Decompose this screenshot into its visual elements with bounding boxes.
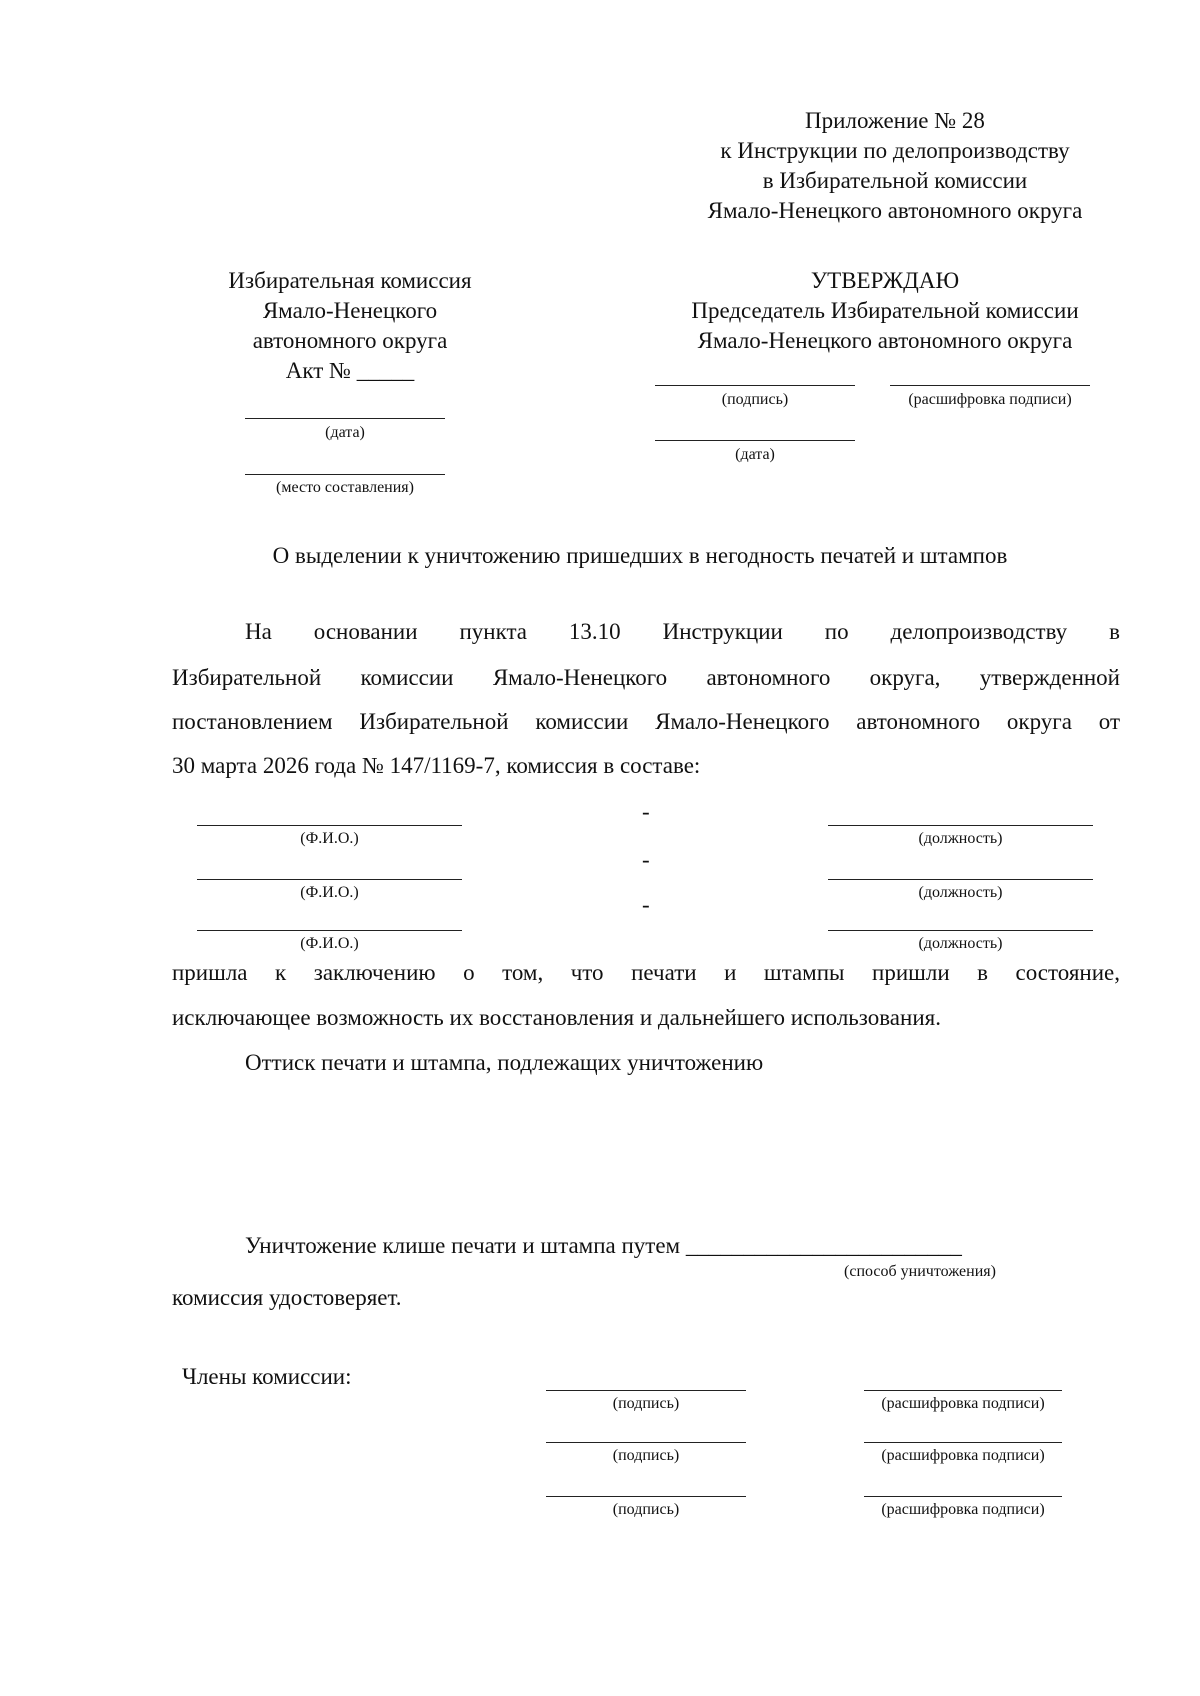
basis-line-1 — [245, 610, 1120, 654]
member-position-line — [828, 879, 1093, 880]
member-position-caption: (должность) — [918, 830, 1003, 847]
commission-header — [180, 266, 520, 386]
member-decoding-line — [864, 1442, 1062, 1443]
commission-name-line: Избирательная комиссия — [228, 268, 472, 293]
member-position-caption: (должность) — [918, 884, 1003, 901]
member-signature-caption: (подпись) — [612, 1501, 680, 1518]
member-decoding-caption: (расшифровка подписи) — [881, 1395, 1045, 1412]
act-date-caption: (дата) — [325, 424, 365, 441]
act-place-caption: (место составления) — [276, 479, 414, 496]
destruction-confirm: комиссия удостоверяет. — [172, 1285, 402, 1310]
basis-word: 13.10 — [568, 619, 621, 644]
appendix-line: Ямало-Ненецкого автономного округа — [707, 198, 1083, 223]
member-decoding-caption: (расшифровка подписи) — [881, 1501, 1045, 1518]
appendix-line: в Избирательной комиссии — [762, 168, 1028, 193]
document-title: О выделении к уничтожению пришедших в негодность печатей и штампов — [272, 543, 1008, 568]
basis-line-2: Избирательной комиссии Ямало-Ненецкого автономного округа, утвержденной — [172, 665, 1120, 690]
member-dash: - — [642, 892, 650, 917]
commission-members-label: Члены комиссии: — [182, 1364, 352, 1389]
destruction-line: Уничтожение клише печати и штампа путем ________________________ — [245, 1233, 962, 1258]
member-position-line — [828, 930, 1093, 931]
member-decoding-line — [864, 1390, 1062, 1391]
basis-word: На — [245, 619, 272, 644]
destruction-method-caption: (способ уничтожения) — [844, 1263, 996, 1280]
chair-signature-line — [655, 385, 855, 386]
member-fio-caption: (Ф.И.О.) — [300, 884, 359, 901]
approval-block — [640, 266, 1130, 356]
member-signature-line — [546, 1390, 746, 1391]
act-place-line — [245, 474, 445, 475]
member-dash: - — [642, 799, 650, 824]
appendix-number: Приложение № 28 — [805, 108, 985, 133]
conclusion-line-1: пришла к заключению о том, что печати и штампы пришли в состояние, — [172, 960, 1120, 985]
member-dash: - — [642, 847, 650, 872]
commission-name-line: Ямало-Ненецкого — [262, 298, 438, 323]
basis-line-3: постановлением Избирательной комиссии Ямало-Ненецкого автономного округа от — [172, 709, 1120, 734]
basis-word: Инструкции — [662, 619, 783, 644]
member-fio-caption: (Ф.И.О.) — [300, 935, 359, 952]
member-fio-line — [197, 825, 462, 826]
basis-word: в — [1109, 619, 1120, 644]
member-signature-line — [546, 1496, 746, 1497]
basis-word: пункта — [459, 619, 527, 644]
act-date-line — [245, 418, 445, 419]
member-fio-line — [197, 930, 462, 931]
member-fio-caption: (Ф.И.О.) — [300, 830, 359, 847]
approval-position: Председатель Избирательной комиссии — [691, 298, 1079, 323]
member-decoding-line — [864, 1496, 1062, 1497]
chair-decoding-line — [890, 385, 1090, 386]
chair-decoding-caption: (расшифровка подписи) — [908, 391, 1072, 408]
appendix-block — [660, 106, 1130, 226]
basis-line-4: 30 марта 2026 года № 147/1169-7, комиссия в составе: — [172, 753, 701, 778]
basis-word: делопроизводству — [890, 619, 1068, 644]
commission-name-line: автономного округа — [252, 328, 448, 353]
act-number: Акт № _____ — [285, 358, 415, 383]
chair-signature-caption: (подпись) — [721, 391, 789, 408]
approval-position: Ямало-Ненецкого автономного округа — [697, 328, 1073, 353]
member-position-line — [828, 825, 1093, 826]
member-position-caption: (должность) — [918, 935, 1003, 952]
imprint-label: Оттиск печати и штампа, подлежащих уничтожению — [245, 1050, 764, 1075]
member-signature-line — [546, 1442, 746, 1443]
chair-date-caption: (дата) — [735, 446, 775, 463]
member-signature-caption: (подпись) — [612, 1447, 680, 1464]
basis-word: основании — [313, 619, 418, 644]
appendix-line: к Инструкции по делопроизводству — [720, 138, 1070, 163]
chair-date-line — [655, 440, 855, 441]
conclusion-line-2: исключающее возможность их восстановления и дальнейшего использования. — [172, 1005, 941, 1030]
member-decoding-caption: (расшифровка подписи) — [881, 1447, 1045, 1464]
approval-title: УТВЕРЖДАЮ — [810, 268, 960, 293]
basis-word: по — [824, 619, 849, 644]
member-fio-line — [197, 879, 462, 880]
member-signature-caption: (подпись) — [612, 1395, 680, 1412]
